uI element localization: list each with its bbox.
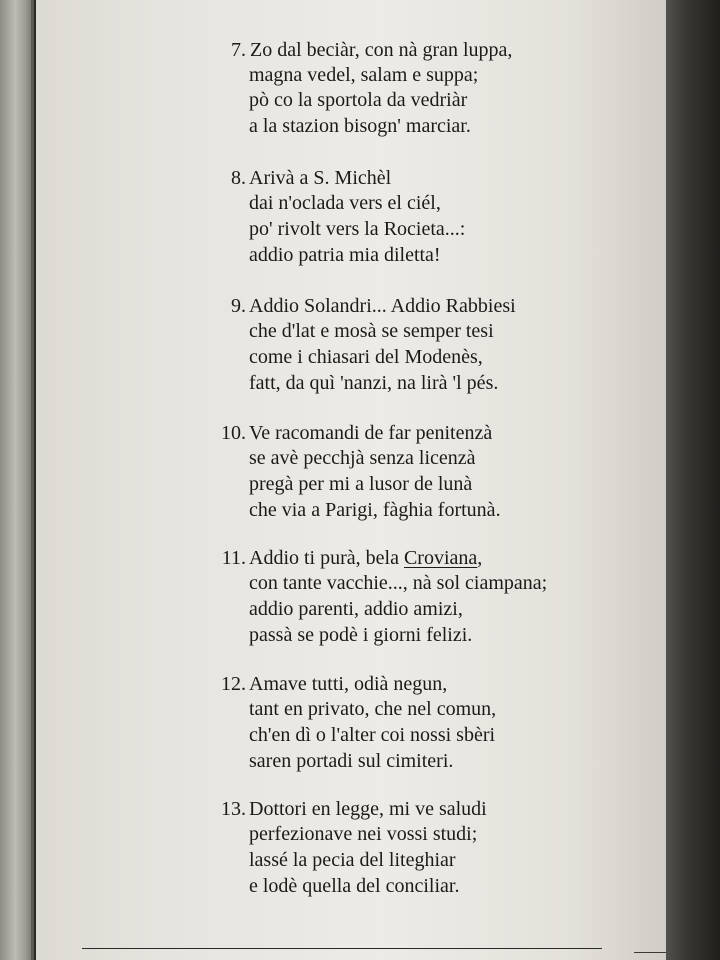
underlined-word: Croviana xyxy=(403,547,478,569)
verse-line: pò co la sportola da vedriàr xyxy=(249,89,468,111)
verse-line: ch'en dì o l'alter coi nossi sbèri xyxy=(249,724,496,746)
verse-line: Ve racomandi de far penitenzà xyxy=(249,422,493,444)
verse-line: che d'lat e mosà se semper tesi xyxy=(249,320,494,342)
verse-line: lassé la pecia del liteghiar xyxy=(249,849,456,871)
book-spine-edge xyxy=(0,0,34,960)
verse-line: che via a Parigi, fàghia fortunà. xyxy=(249,499,501,521)
stanza-number: 8. xyxy=(231,167,246,189)
stanza-number: 13. xyxy=(221,798,246,820)
verse-line: pregà per mi a lusor de lunà xyxy=(249,473,473,495)
verse-line: po' rivolt vers la Rocieta...: xyxy=(249,218,466,240)
verse-line: Dottori en legge, mi ve saludi xyxy=(249,798,487,820)
verse-line: dai n'oclada vers el ciél, xyxy=(249,192,441,214)
verse-line: Addio Solandri... Addio Rabbiesi xyxy=(249,295,516,317)
verse-line: passà se podè i giorni felizi. xyxy=(249,624,473,646)
verse-line: addio patria mia diletta! xyxy=(249,244,441,266)
stanza-number: 7. xyxy=(231,39,246,61)
stanza-number: 11. xyxy=(221,547,246,569)
verse-line: Amave tutti, odià negun, xyxy=(249,673,448,695)
verse-line: a la stazion bisogn' marciar. xyxy=(249,115,471,137)
verse-line: e lodè quella del conciliar. xyxy=(249,875,460,897)
verse-line: perfezionave nei vossi studi; xyxy=(249,823,478,845)
right-shadow xyxy=(660,0,720,960)
verse-line: tant en privato, che nel comun, xyxy=(249,698,497,720)
verse-line: Addio ti purà, bela Croviana, xyxy=(249,547,483,569)
book-page xyxy=(36,0,666,960)
bottom-rule xyxy=(82,948,602,949)
bottom-rule-fragment xyxy=(634,952,666,953)
stanza-number: 9. xyxy=(231,295,246,317)
verse-line: addio parenti, addio amizi, xyxy=(249,598,463,620)
verse-line: se avè pecchjà senza licenzà xyxy=(249,447,476,469)
verse-line: fatt, da quì 'nanzi, na lirà 'l pés. xyxy=(249,372,499,394)
stanza-number: 12. xyxy=(221,673,246,695)
verse-line: magna vedel, salam e suppa; xyxy=(249,64,479,86)
verse-line: Zo dal beciàr, con nà gran luppa, xyxy=(250,39,513,61)
verse-line: come i chiasari del Modenès, xyxy=(249,346,483,368)
verse-line: saren portadi sul cimiteri. xyxy=(249,750,454,772)
verse-line: con tante vacchie..., nà sol ciampana; xyxy=(249,572,548,594)
stanza-number: 10. xyxy=(221,422,246,444)
verse-line: Arivà a S. Michèl xyxy=(249,167,392,189)
